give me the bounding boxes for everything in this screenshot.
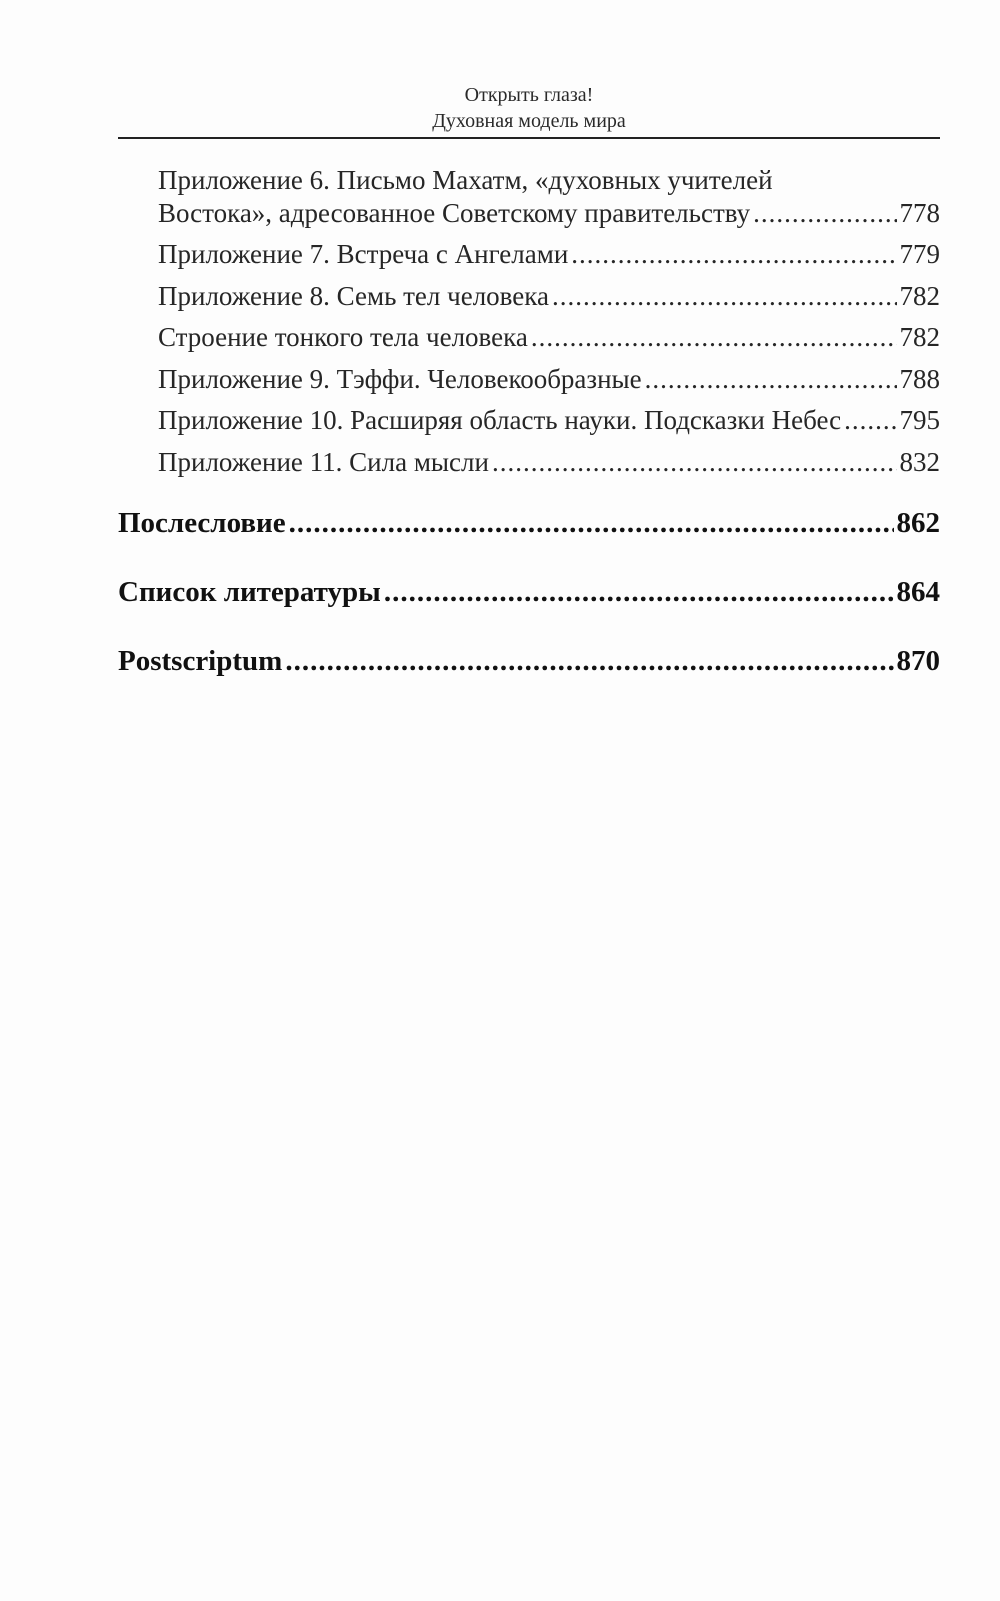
dot-leader bbox=[289, 505, 894, 541]
toc-entry bbox=[158, 279, 940, 313]
toc-entry-page: 782 bbox=[899, 281, 940, 311]
toc-section-title: Послесловие bbox=[118, 507, 286, 539]
toc-section-title: Postscriptum bbox=[118, 645, 283, 677]
toc-entry-title: Востока», адресованное Советскому правительству bbox=[158, 198, 751, 228]
toc-section-page: 864 bbox=[896, 576, 940, 608]
dot-leader bbox=[571, 237, 896, 271]
toc-section-page: 862 bbox=[896, 507, 940, 539]
toc-entry bbox=[158, 237, 940, 271]
dot-leader bbox=[645, 362, 897, 396]
dot-leader bbox=[531, 320, 897, 354]
running-head-title: Открыть глаза! bbox=[464, 84, 594, 106]
running-head-subtitle: Духовная модель мира bbox=[432, 110, 626, 132]
toc-entry-page: 782 bbox=[899, 322, 940, 352]
toc-entry-title-line1: Приложение 6. Письмо Махатм, «духовных учителей bbox=[158, 165, 773, 195]
toc-section-page: 870 bbox=[896, 645, 940, 677]
toc-entry-title: Приложение 7. Встреча с Ангелами bbox=[158, 239, 569, 269]
toc-section bbox=[118, 643, 940, 679]
toc-entry-page: 795 bbox=[899, 405, 940, 435]
toc-section-title: Список литературы bbox=[118, 576, 381, 608]
toc-entry-page: 832 bbox=[899, 447, 940, 477]
toc-entry-title: Строение тонкого тела человека bbox=[158, 322, 528, 352]
toc-section bbox=[118, 574, 940, 610]
toc-entry bbox=[158, 196, 940, 230]
toc-entry-page: 779 bbox=[899, 239, 940, 269]
toc-entry bbox=[158, 403, 940, 437]
toc-entry-title: Приложение 11. Сила мысли bbox=[158, 447, 489, 477]
dot-leader bbox=[844, 403, 896, 437]
dot-leader bbox=[285, 643, 893, 679]
toc-section bbox=[118, 505, 940, 541]
toc-entry-page: 778 bbox=[899, 198, 940, 228]
toc-entry-title: Приложение 9. Тэффи. Человекообразные bbox=[158, 364, 642, 394]
dot-leader bbox=[753, 196, 896, 230]
dot-leader bbox=[552, 279, 897, 313]
toc-entry-title: Приложение 10. Расширяя область науки. Подсказки Небес bbox=[158, 405, 842, 435]
dot-leader bbox=[492, 445, 897, 479]
dot-leader bbox=[384, 574, 894, 610]
toc-entry-title: Приложение 8. Семь тел человека bbox=[158, 281, 549, 311]
header-rule bbox=[118, 137, 940, 139]
toc-entry bbox=[158, 320, 940, 354]
toc-entry bbox=[158, 362, 940, 396]
toc-entry-page: 788 bbox=[899, 364, 940, 394]
running-head bbox=[118, 82, 940, 134]
toc-entry bbox=[158, 445, 940, 479]
